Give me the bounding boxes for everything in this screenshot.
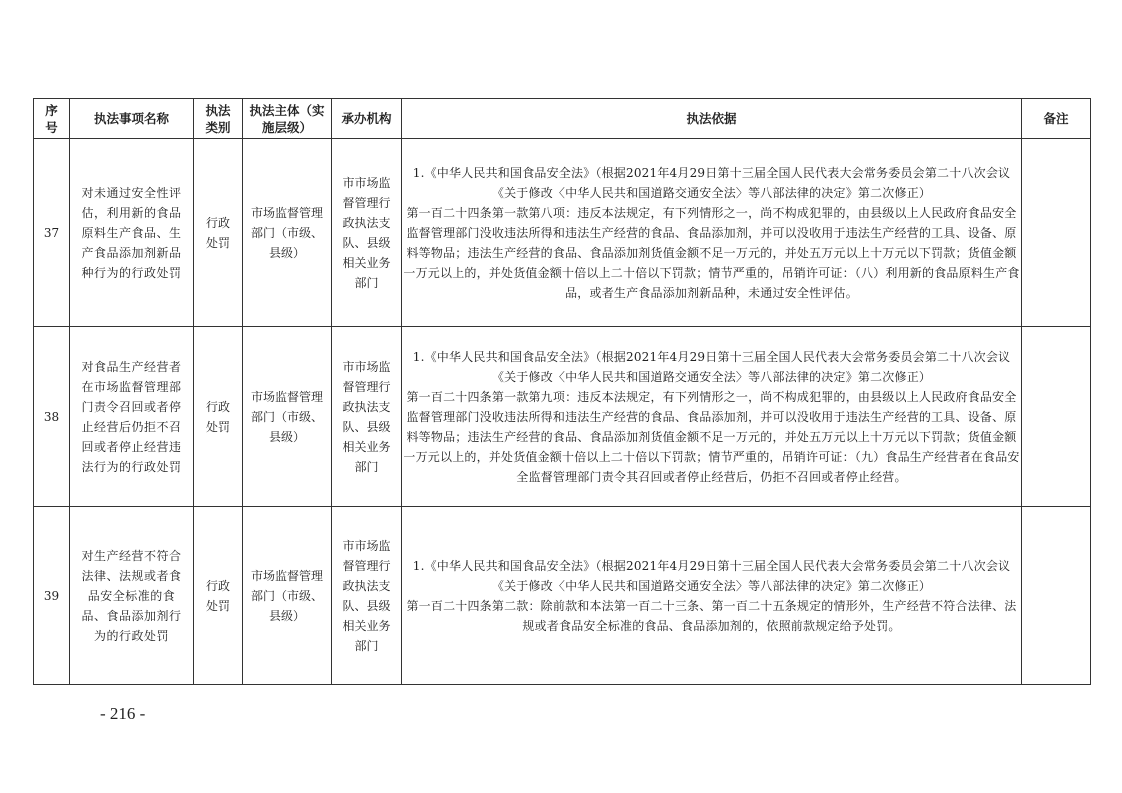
- row-agency: 市市场监督管理行政执法支队、县级相关业务部门: [332, 139, 402, 327]
- header-subject: 执法主体（实施层级）: [243, 99, 332, 139]
- row-legal-basis: [402, 139, 1022, 327]
- basis-law-citation: 1.《中华人民共和国食品安全法》（根据2021年4月29日第十三届全国人民代表大会常务委员会第二十八次会议《关于修改〈中华人民共和国道路交通安全法〉等八部法律的决定》第二次修正）: [412, 165, 1011, 200]
- row-subject: 市场监督管理部门（市级、县级）: [243, 507, 332, 685]
- row-item-name: 对未通过安全性评估，利用新的食品原料生产食品、生产食品添加剂新品种行为的行政处罚: [70, 139, 194, 327]
- table-row: [34, 507, 1091, 685]
- law-enforcement-table: [33, 98, 1091, 685]
- row-legal-basis: [402, 507, 1022, 685]
- header-agency: 承办机构: [332, 99, 402, 139]
- basis-article-text: 第一百二十四条第二款：除前款和本法第一百二十三条、第一百二十五条规定的情形外，生产经营不符合法律、法规或者食品安全标准的食品、食品添加剂的，依照前款规定给予处罚。: [406, 598, 1017, 633]
- row-agency: 市市场监督管理行政执法支队、县级相关业务部门: [332, 327, 402, 507]
- row-legal-basis: [402, 327, 1022, 507]
- row-category: 行政处罚: [194, 327, 243, 507]
- row-remark: [1022, 139, 1091, 327]
- row-remark: [1022, 507, 1091, 685]
- header-basis: 执法依据: [402, 99, 1022, 139]
- row-remark: [1022, 327, 1091, 507]
- row-seq: 37: [34, 139, 70, 327]
- row-category: 行政处罚: [194, 507, 243, 685]
- page-number: - 216 -: [100, 704, 146, 723]
- table-row: [34, 139, 1091, 327]
- basis-article-text: 第一百二十四条第一款第九项：违反本法规定，有下列情形之一，尚不构成犯罪的，由县级以上人民政府食品安全监督管理部门没收违法所得和违法生产经营的食品、食品添加剂，并可以没收用于违法生产经营的工具、设备、原料等物品；违法生产经营的食品、食品添加剂货值金额不足一万元的，并处五万元以上十万元以下罚款；货值金额一万元以上的，并处货值金额十倍以上二十倍以下罚款；情节严重的，吊销许可证：（九）食品生产经营者在食品安全监督管理部门责令其召回或者停止经营后，仍拒不召回或者停止经营。: [403, 389, 1020, 484]
- row-agency: 市市场监督管理行政执法支队、县级相关业务部门: [332, 507, 402, 685]
- row-seq: 39: [34, 507, 70, 685]
- header-name: 执法事项名称: [70, 99, 194, 139]
- basis-law-citation: 1.《中华人民共和国食品安全法》（根据2021年4月29日第十三届全国人民代表大会常务委员会第二十八次会议《关于修改〈中华人民共和国道路交通安全法〉等八部法律的决定》第二次修正）: [412, 349, 1011, 384]
- header-seq: 序号: [34, 99, 70, 139]
- header-remark: 备注: [1022, 99, 1091, 139]
- basis-law-citation: 1.《中华人民共和国食品安全法》（根据2021年4月29日第十三届全国人民代表大会常务委员会第二十八次会议《关于修改〈中华人民共和国道路交通安全法〉等八部法律的决定》第二次修正）: [412, 558, 1011, 593]
- table-header-row: [34, 99, 1091, 139]
- header-category: 执法类别: [194, 99, 243, 139]
- row-item-name: 对食品生产经营者在市场监督管理部门责令召回或者停止经营后仍拒不召回或者停止经营违法行为的行政处罚: [70, 327, 194, 507]
- basis-article-text: 第一百二十四条第一款第八项：违反本法规定，有下列情形之一，尚不构成犯罪的，由县级以上人民政府食品安全监督管理部门没收违法所得和违法生产经营的食品、食品添加剂，并可以没收用于违法生产经营的工具、设备、原料等物品；违法生产经营的食品、食品添加剂货值金额不足一万元的，并处五万元以上十万元以下罚款；货值金额一万元以上的，并处货值金额十倍以上二十倍以下罚款；情节严重的，吊销许可证：（八）利用新的食品原料生产食品，或者生产食品添加剂新品种，未通过安全性评估。: [403, 205, 1020, 300]
- row-subject: 市场监督管理部门（市级、县级）: [243, 327, 332, 507]
- row-subject: 市场监督管理部门（市级、县级）: [243, 139, 332, 327]
- row-item-name: 对生产经营不符合法律、法规或者食品安全标准的食品、食品添加剂行为的行政处罚: [70, 507, 194, 685]
- row-seq: 38: [34, 327, 70, 507]
- row-category: 行政处罚: [194, 139, 243, 327]
- table-row: [34, 327, 1091, 507]
